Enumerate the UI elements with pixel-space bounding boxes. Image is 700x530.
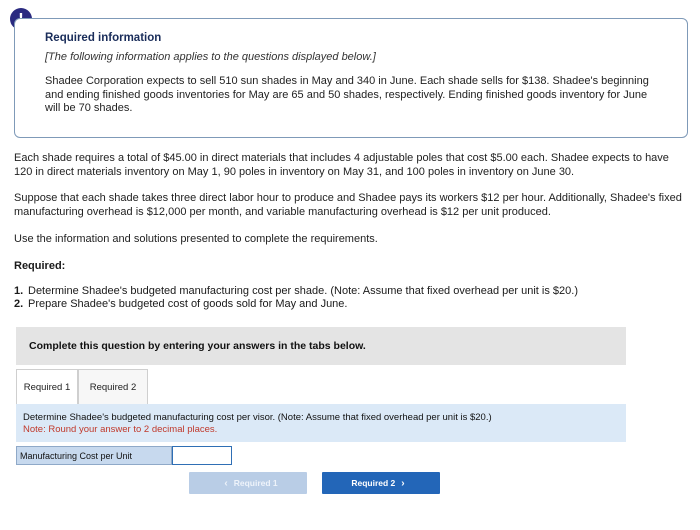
required-information-subtitle: [The following information applies to the questions displayed below.] <box>45 51 376 63</box>
next-button-label: Required 2 <box>351 478 396 488</box>
required-information-body: Shadee Corporation expects to sell 510 sun shades in May and 340 in June. Each shade sells for $138. Shadee's beginning and ending finished goods inventories for May are 65 and 50 shades, respectively. Ending finished goods inventory for June will be 70 shades. <box>45 75 649 114</box>
required-item-number: 2. <box>14 298 24 310</box>
tab-required-2[interactable]: Required 2 <box>78 369 148 404</box>
required-information-box <box>14 18 688 138</box>
question-text: Determine Shadee's budgeted manufacturing cost per visor. (Note: Assume that fixed overhead per unit is $20.) <box>23 412 492 423</box>
answer-label: Manufacturing Cost per Unit <box>16 446 172 465</box>
complete-question-bar: Complete this question by entering your answers in the tabs below. <box>16 327 626 365</box>
tab-required-1[interactable]: Required 1 <box>16 369 78 404</box>
required-item-text: Determine Shadee's budgeted manufacturing cost per shade. (Note: Assume that fixed overhead per unit is $20.) <box>28 285 578 297</box>
question-panel <box>16 404 626 442</box>
previous-requirement-button[interactable] <box>189 472 307 494</box>
required-item-2 <box>14 298 684 311</box>
chevron-right-icon: › <box>401 477 405 489</box>
required-information-title: Required information <box>45 32 162 44</box>
next-requirement-button[interactable] <box>322 472 440 494</box>
required-heading: Required: <box>14 260 66 272</box>
chevron-left-icon: ‹ <box>224 477 228 489</box>
manufacturing-cost-input[interactable] <box>172 446 232 465</box>
labor-overhead-paragraph: Suppose that each shade takes three direct labor hour to produce and Shadee pays its workers $12 per hour. Additionally, Shadee's fixed manufacturing overhead is $12,000 per month, and variable manufacturing overhead is $12 per unit produced. <box>14 192 682 218</box>
requirement-tabs <box>16 369 148 404</box>
required-list <box>14 285 684 311</box>
direct-materials-paragraph: Each shade requires a total of $45.00 in direct materials that includes 4 adjustable poles that cost $5.00 each. Shadee expects to have 120 in direct materials inventory on May 1, 90 poles in inventory on May 31, and 100 poles in inventory on June 30. <box>14 152 669 178</box>
answer-row <box>16 446 232 465</box>
required-item-1 <box>14 285 684 298</box>
question-note: Note: Round your answer to 2 decimal places. <box>23 424 218 435</box>
required-item-number: 1. <box>14 285 24 297</box>
instructions-paragraph: Use the information and solutions presented to complete the requirements. <box>14 233 378 245</box>
previous-button-label: Required 1 <box>233 478 278 488</box>
required-item-text: Prepare Shadee's budgeted cost of goods sold for May and June. <box>28 298 348 310</box>
